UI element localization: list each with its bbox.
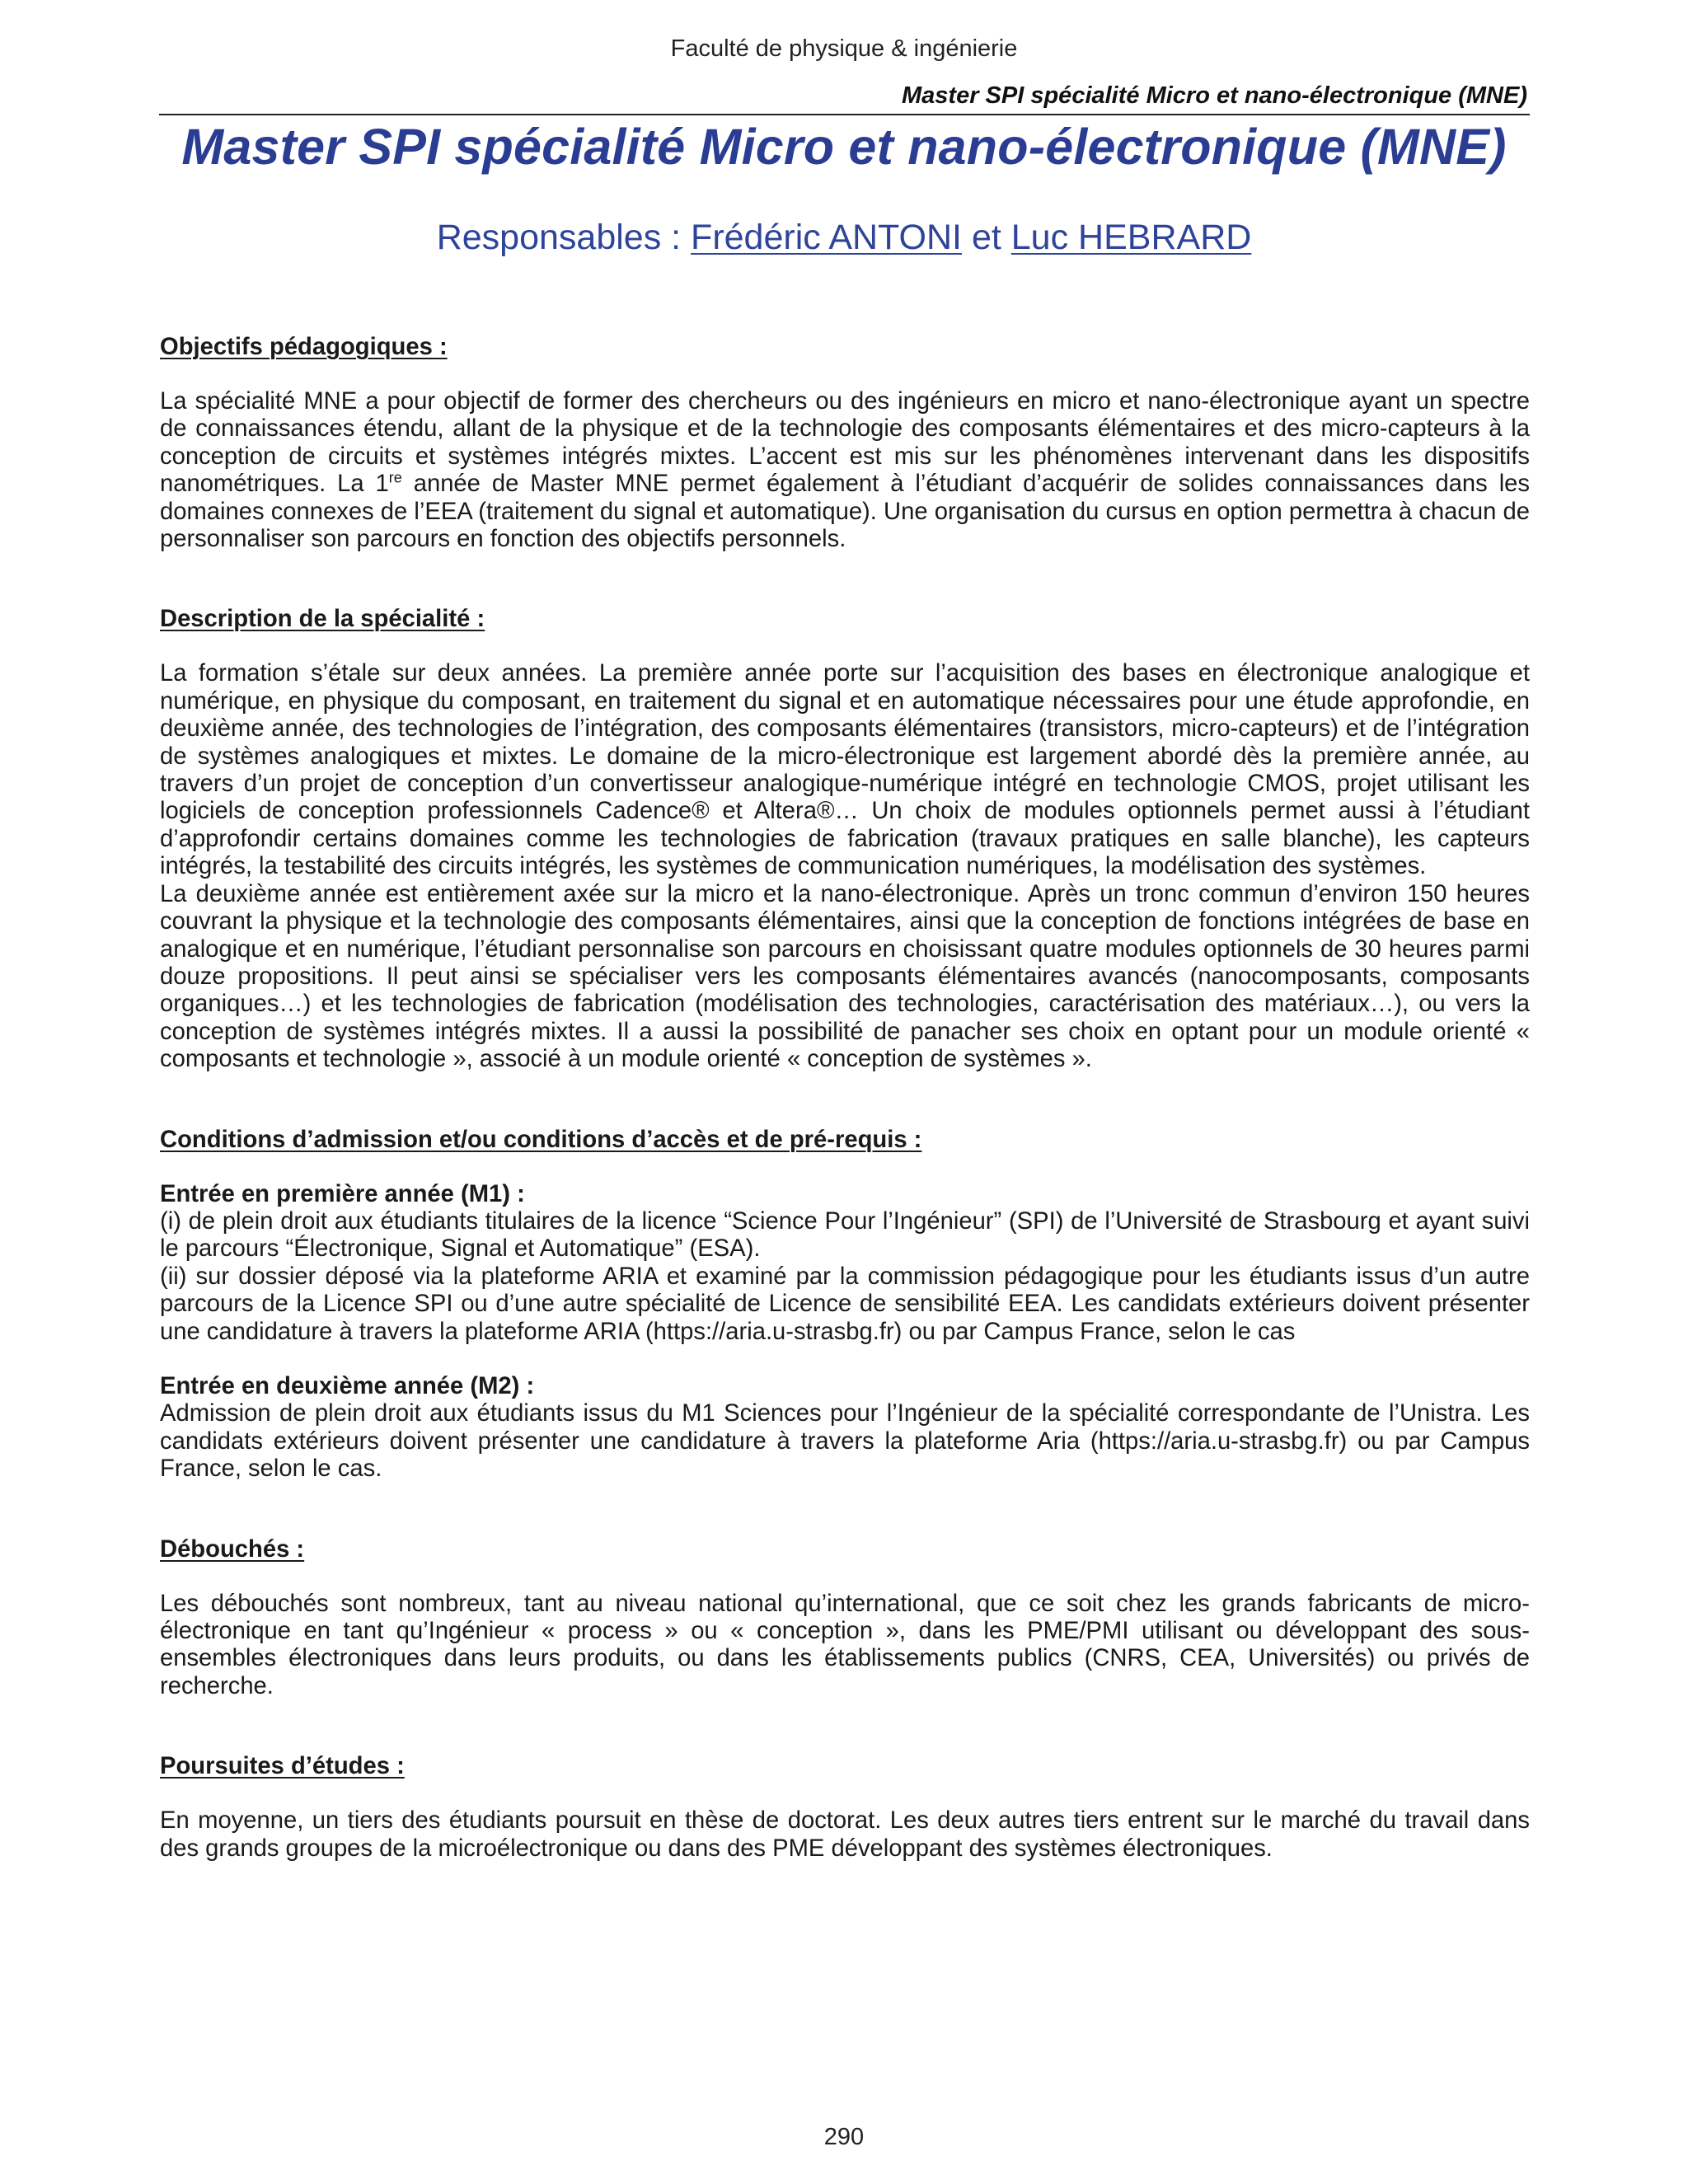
m1-text-1: (i) de plein droit aux étudiants titulaires de la licence “Science Pour l’Ingénieur” (SPI) de l’Université de Strasbourg et ayant suivi le parcours “Électronique, Signal et Automatique” (ESA). — [160, 1207, 1530, 1263]
section-debouches — [160, 1536, 1530, 1701]
running-head: Master SPI spécialité Micro et nano-électronique (MNE) — [902, 82, 1527, 109]
header-rule — [159, 114, 1530, 115]
page-title: Master SPI spécialité Micro et nano-électronique (MNE) — [181, 119, 1507, 175]
responsable-link-antoni[interactable]: Frédéric ANTONI — [691, 218, 962, 257]
section-objectifs — [160, 334, 1530, 553]
page-number: 290 — [823, 2124, 865, 2150]
objectifs-text-part1: La spécialité MNE a pour objectif de former des chercheurs ou des ingénieurs en micro et nano-électronique ayant un spectre de connaissances étendu, allant de la physique et de la technologie des composants élémentaires et des micro-capteurs à la conception de circuits et systèmes intégrés mixtes. L’accent est mis sur les phénomènes intervenant dans les dispositifs nanométriques. La 1 — [160, 388, 1530, 498]
objectifs-text — [160, 388, 1530, 553]
m2-heading: Entrée en deuxième année (M2) : — [160, 1372, 535, 1399]
m1-text-2: (ii) sur dossier déposé via la plateforme ARIA et examiné par la commission pédagogique pour les étudiants issus d’un autre parcours de la Licence SPI ou d’une autre spécialité de Licence de sensibilité EEA. Les candidats extérieurs doivent présenter une candidature à travers la plateforme ARIA (https://aria.u-strasbg.fr) ou par Campus France, selon le cas — [160, 1263, 1530, 1345]
objectifs-sup: re — [388, 469, 402, 486]
section-poursuites — [160, 1753, 1530, 1863]
objectifs-text-part2: année de Master MNE permet également à l’étudiant d’acquérir de solides connaissances dans les domaines connexes de l’EEA (traitement du signal et automatique). Une organisation du cursus en option permettra à chacun de personnaliser son parcours en fonction des objectifs personnels. — [160, 471, 1531, 553]
section-heading-description: Description de la spécialité : — [160, 606, 485, 633]
responsables-conjunction: et — [962, 218, 1011, 257]
section-description — [160, 606, 1530, 1073]
responsables-label: Responsables : — [436, 218, 692, 257]
section-heading-objectifs: Objectifs pédagogiques : — [160, 334, 448, 360]
section-heading-poursuites: Poursuites d’études : — [160, 1753, 405, 1780]
section-conditions — [160, 1127, 1530, 1483]
debouches-text: Les débouchés sont nombreux, tant au niveau national qu’international, que ce soit chez les grands fabricants de micro-électronique en tant qu’Ingénieur « process » ou « conception », dans les PME/PMI utilisant ou développant des sous-ensembles électroniques dans leurs produits, ou dans les établissements publics (CNRS, CEA, Universités) ou privés de recherche. — [160, 1590, 1530, 1699]
responsable-link-hebrard[interactable]: Luc HEBRARD — [1010, 218, 1252, 257]
m2-text: Admission de plein droit aux étudiants issus du M1 Sciences pour l’Ingénieur de la spécialité correspondante de l’Unistra. Les candidats extérieurs doivent présenter une candidature à travers la plateforme Aria (https://aria.u-strasbg.fr) ou par Campus France, selon le cas. — [160, 1400, 1530, 1483]
description-paragraph-2: La deuxième année est entièrement axée sur la micro et la nano-électronique. Après un tronc commun d’environ 150 heures couvrant la physique et la technologie des composants élémentaires, ainsi que la conception de fonctions intégrées de base en analogique et en numérique, l’étudiant personnalise son parcours en choisissant quatre modules optionnels de 30 heures parmi douze propositions. Il peut ainsi se spécialiser vers les composants élémentaires avancés (nanocomposants, composants organiques…) et les technologies de fabrication (modélisation des technologies, caractérisation des matériaux…), ou vers la conception de systèmes intégrés mixtes. Il a aussi la possibilité de panacher ses choix en optant pour un module orienté « composants et technologie », associé à un module orienté « conception de systèmes ». — [160, 880, 1530, 1073]
main-content — [160, 334, 1530, 1863]
responsables-line — [0, 218, 1688, 258]
section-heading-debouches: Débouchés : — [160, 1535, 305, 1563]
faculty-header: Faculté de physique & ingénierie — [670, 35, 1018, 62]
poursuites-text: En moyenne, un tiers des étudiants poursuit en thèse de doctorat. Les deux autres tiers entrent sur le marché du travail dans des grands groupes de la microélectronique ou dans des PME développant des systèmes électroniques. — [160, 1807, 1530, 1862]
section-heading-conditions: Conditions d’admission et/ou conditions d’accès et de pré-requis : — [160, 1126, 922, 1153]
m1-heading: Entrée en première année (M1) : — [160, 1180, 525, 1207]
description-paragraph-1: La formation s’étale sur deux années. La première année porte sur l’acquisition des bases en électronique analogique et numérique, en physique du composant, en traitement du signal et en automatique nécessaires pour une étude approfondie, en deuxième année, des technologies de l’intégration, des composants élémentaires (transistors, micro-capteurs) et de l’intégration de systèmes analogiques et mixtes. Le domaine de la micro-électronique est largement abordé dès la première année, au travers d’un projet de conception d’un convertisseur analogique-numérique intégré en technologie CMOS, projet utilisant les logiciels de conception professionnels Cadence® et Altera®… Un choix de modules optionnels permet aussi à l’étudiant d’approfondir certains domaines comme les technologies de fabrication (travaux pratiques en salle blanche), les capteurs intégrés, la testabilité des circuits intégrés, les systèmes de communication numériques, la modélisation des systèmes. — [160, 660, 1530, 880]
